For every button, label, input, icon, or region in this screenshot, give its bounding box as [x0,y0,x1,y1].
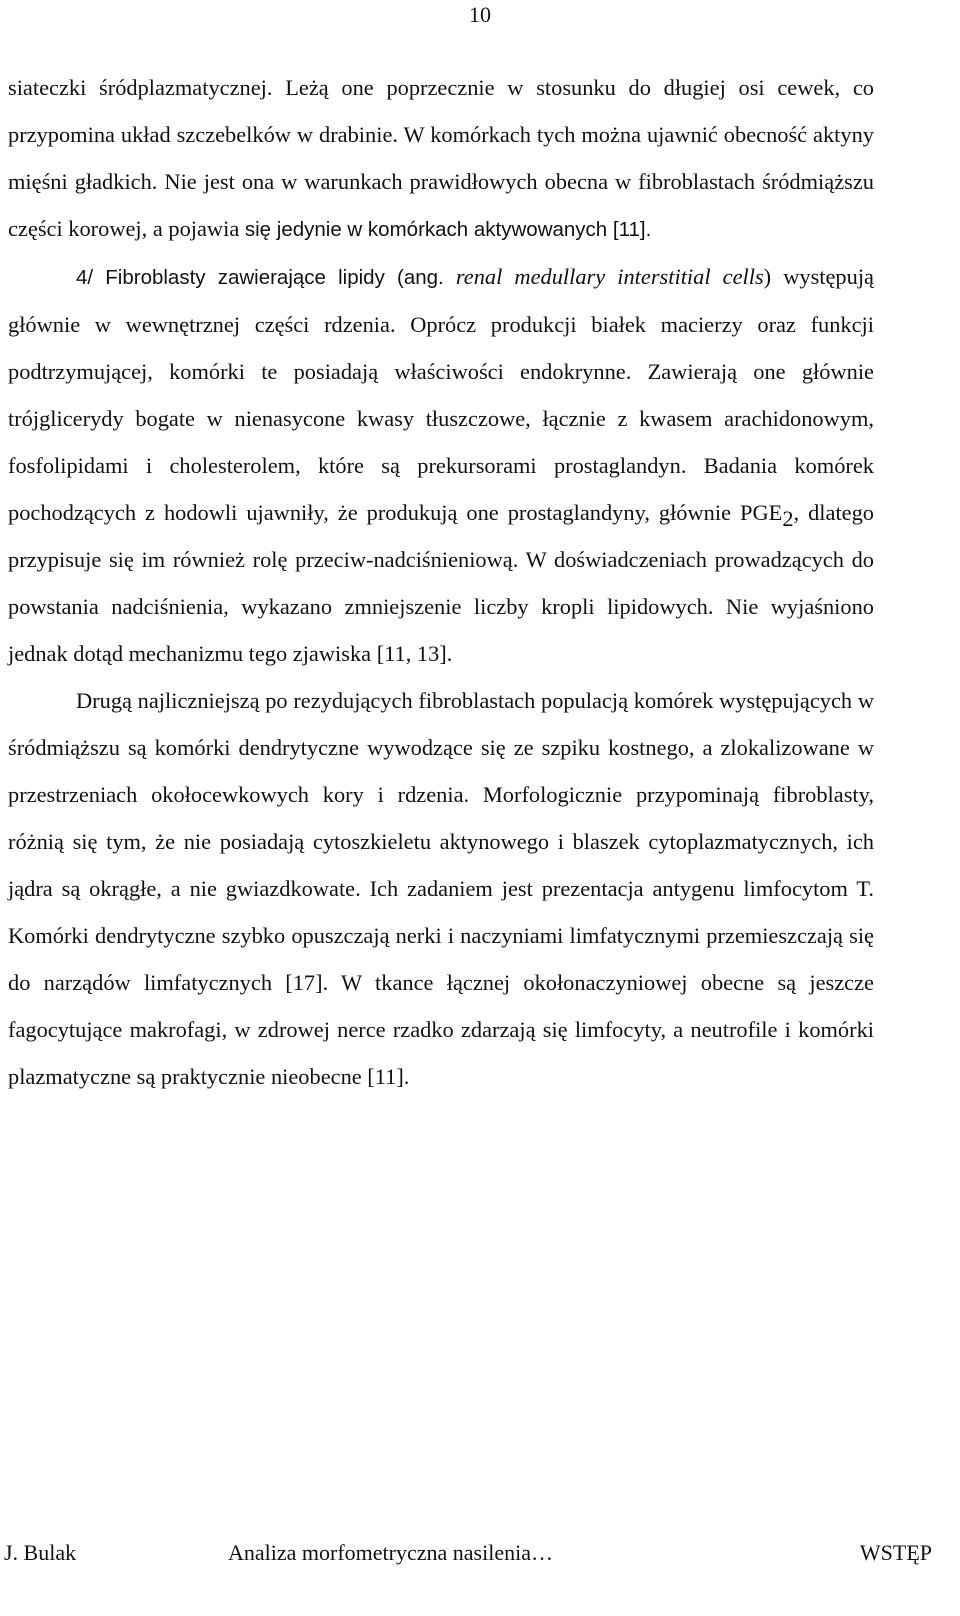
footer-section: WSTĘP [859,1540,932,1565]
body-text [8,64,874,1100]
text-run: się jedynie w komórkach aktywowanych [11]. [244,218,652,241]
page-footer [0,1538,960,1578]
text-run: ) występują głównie w wewnętrznej części rdzenia. Oprócz produkcji białek macierzy oraz funkcji podtrzymującej, komórki te posiadają właściwości endokrynne. Zawierają one głównie trójglicerydy bogate w nienasycone kwasy tłuszczowe, łącznie z kwasem arachidonowym, fosfolipidami i cholesterolem, które są prekursorami prostaglandyn. Badania komórek pochodzących z hodowli ujawniły, że produkują one prostaglandyny, głównie PGE [8,264,874,525]
text-run: siateczki śródplazmatycznej. Leżą one poprzecznie w stosunku do długiej osi cewek, co przypomina układ szczebelków w drabinie. W komórkach tych można ujawnić obecność aktyny mięśni gładkich. Nie jest ona w warunkach prawidłowych obecna w fibroblastach śródmiąższu części korowej, a pojawia [8,75,874,241]
subscript: 2 [782,506,794,531]
paragraph-1 [8,64,874,253]
footer-title: Analiza morfometryczna nasilenia… [228,1540,553,1565]
paragraph-3 [8,677,874,1100]
paragraph-2 [8,253,874,677]
text-run: 4/ Fibroblasty zawierające lipidy (ang. [76,266,456,289]
text-run: , dlatego przypisuje się im również rolę przeciw-nadciśnieniową. W doświadczeniach prowadzących do powstania nadciśnienia, wykazano zmniejszenie liczby kropli lipidowych. Nie wyjaśniono jednak dotąd mechanizmu tego zjawiska [11, 13]. [8,500,874,666]
page-number: 10 [469,2,491,27]
text-run: renal medullary interstitial cells [455,264,764,289]
footer-author: J. Bulak [4,1540,77,1565]
text-run: Drugą najliczniejszą po rezydujących fibroblastach populacją komórek występujących w śródmiąższu są komórki dendrytyczne wywodzące się ze szpiku kostnego, a zlokalizowane w przestrzeniach okołocewkowych kory i rdzenia. Morfologicznie przypominają fibroblasty, różnią się tym, że nie posiadają cytoszkieletu aktynowego i blaszek cytoplazmatycznych, ich jądra są okrągłe, a nie gwiazdkowate. Ich zadaniem jest prezentacja antygenu limfocytom T. Komórki dendrytyczne szybko opuszczają nerki i naczyniami limfatycznymi przemieszczają się do narządów limfatycznych [17]. W tkance łącznej okołonaczyniowej obecne są jeszcze fagocytujące makrofagi, w zdrowej nerce rzadko zdarzają się limfocyty, a neutrofile i komórki plazmatyczne są praktycznie nieobecne [11]. [8,688,874,1089]
